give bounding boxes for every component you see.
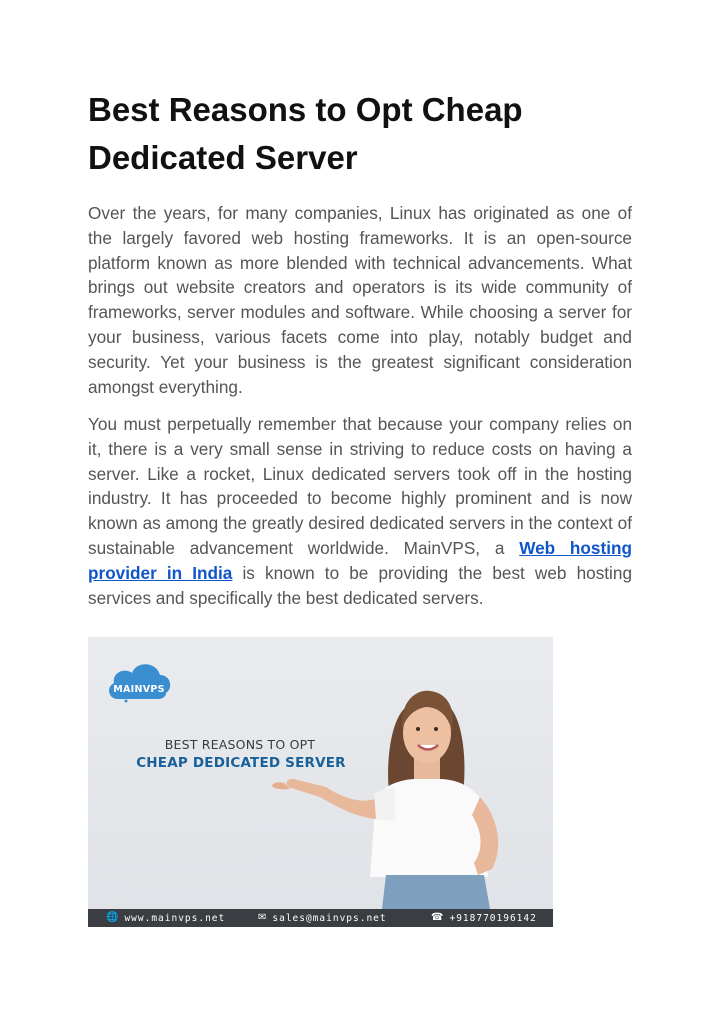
paragraph-mainvps <box>88 412 632 610</box>
phone-text: +918770196142 <box>449 912 537 924</box>
contact-phone <box>431 912 537 924</box>
paragraph-text-before-link: You must perpetually remember that because your company relies on it, there is a very small sense in striving to reduce costs on having a server. Like a rocket, Linux dedicated servers took off in the hosting industry. It has proceeded to become highly prominent and is now known as among the greatly desired dedicated servers in the context of sustainable advancement worldwide. MainVPS, a <box>88 414 632 558</box>
contact-email <box>258 912 387 924</box>
email-text: sales@mainvps.net <box>272 912 387 924</box>
mainvps-cloud-logo-icon <box>106 657 172 705</box>
page-title: Best Reasons to Opt Cheap Dedicated Server <box>88 91 523 176</box>
paragraph-text-after-link: is known to be providing the best web hosting services and specifically the best dedicated servers. <box>88 562 632 608</box>
website-text: www.mainvps.net <box>124 912 226 924</box>
web-hosting-provider-link[interactable]: Web hosting provider in India <box>88 537 632 583</box>
logo-text: MAINVPS <box>113 684 165 695</box>
paragraph-intro: Over the years, for many companies, Linux has originated as one of the largely favored web hosting frameworks. It is an open-source platform known as more blended with technical advancements. What brings out website creators and operators is its wide community of frameworks, server modules and software. While choosing a server for your business, various facets come into play, notably budget and security. Yet your business is the greatest significant consideration amongst everything. <box>88 203 632 397</box>
contact-website <box>106 912 225 924</box>
banner-headline-line2: CHEAP DEDICATED SERVER <box>136 755 346 771</box>
envelope-icon: ✉ <box>258 912 268 923</box>
banner-headline-line1: BEST REASONS TO OPT <box>164 737 316 752</box>
globe-icon: 🌐 <box>106 912 120 923</box>
promo-banner-image <box>88 637 553 927</box>
phone-icon: ☎ <box>431 912 445 923</box>
banner-contact-bar <box>88 909 553 927</box>
